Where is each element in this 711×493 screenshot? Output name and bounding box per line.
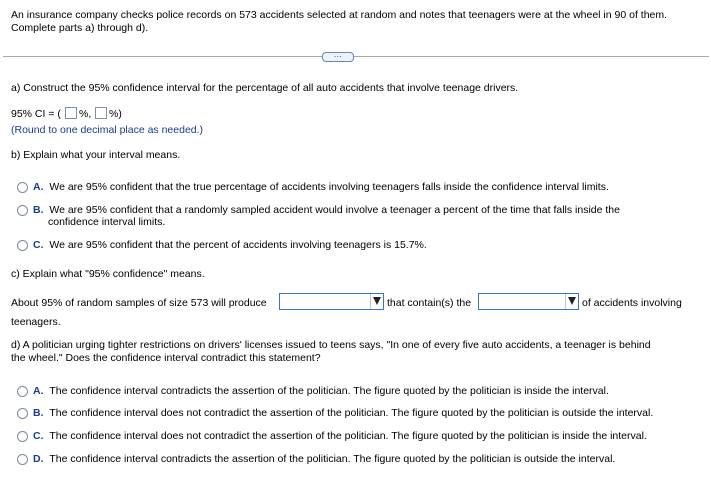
part-c-dropdown-1[interactable] bbox=[279, 293, 384, 310]
dropdown-separator bbox=[370, 294, 371, 309]
part-b-option-b-radio[interactable] bbox=[17, 205, 28, 216]
part-d-option-c[interactable]: C. The confidence interval does not contradict the assertion of the politician. The figure quoted by the politician is inside the interval. bbox=[33, 430, 647, 442]
part-d-option-d-radio[interactable] bbox=[17, 454, 28, 465]
part-d-option-a-radio[interactable] bbox=[17, 386, 28, 397]
part-b-option-b-line2: confidence interval limits. bbox=[48, 216, 166, 228]
part-c-sentence-start: About 95% of random samples of size 573 will produce bbox=[11, 297, 267, 309]
ci-lower-input[interactable] bbox=[65, 107, 77, 119]
part-c-sentence-middle: that contain(s) the bbox=[387, 297, 472, 309]
part-a-prompt: a) Construct the 95% confidence interval for the percentage of all auto accidents that involve teenage drivers. bbox=[11, 82, 519, 94]
ci-label: 95% CI = ( bbox=[11, 108, 61, 120]
question-intro-line2: Complete parts a) through d). bbox=[11, 22, 149, 34]
question-intro-line1: An insurance company checks police records on 573 accidents selected at random and notes that teenagers were at the wheel in 90 of them. bbox=[11, 9, 668, 21]
part-b-option-b[interactable]: B. We are 95% confident that a randomly sampled accident would involve a teenager a percent of the time that falls inside the bbox=[33, 204, 620, 216]
dropdown-separator bbox=[565, 294, 566, 309]
part-b-option-a-radio[interactable] bbox=[17, 182, 28, 193]
part-d-option-b-radio[interactable] bbox=[17, 408, 28, 419]
part-c-sentence-line2: teenagers. bbox=[11, 316, 61, 328]
part-d-option-c-radio[interactable] bbox=[17, 431, 28, 442]
dropdown-arrow-icon bbox=[373, 297, 381, 305]
ci-lower-percent: %, bbox=[79, 108, 92, 120]
part-c-prompt: c) Explain what "95% confidence" means. bbox=[11, 268, 205, 280]
part-d-prompt-line2: the wheel." Does the confidence interval contradict this statement? bbox=[11, 352, 321, 364]
part-d-option-b[interactable]: B. The confidence interval does not contradict the assertion of the politician. The figure quoted by the politician is outside the interval. bbox=[33, 407, 654, 419]
part-d-option-a[interactable]: A. The confidence interval contradicts the assertion of the politician. The figure quoted by the politician is inside the interval. bbox=[33, 385, 609, 397]
part-c-sentence-end: of accidents involving bbox=[582, 297, 682, 309]
ci-upper-percent: %) bbox=[109, 108, 122, 120]
part-b-prompt: b) Explain what your interval means. bbox=[11, 149, 181, 161]
rounding-hint: (Round to one decimal place as needed.) bbox=[11, 124, 204, 136]
part-b-option-c-radio[interactable] bbox=[17, 240, 28, 251]
part-d-option-d[interactable]: D. The confidence interval contradicts the assertion of the politician. The figure quoted by the politician is outside the interval. bbox=[33, 453, 616, 465]
part-b-option-c[interactable]: C. We are 95% confident that the percent of accidents involving teenagers is 15.7%. bbox=[33, 239, 427, 251]
show-more-button[interactable]: ⋯ bbox=[322, 52, 354, 62]
dropdown-arrow-icon bbox=[568, 297, 576, 305]
ci-upper-input[interactable] bbox=[95, 107, 107, 119]
part-b-option-a[interactable]: A. We are 95% confident that the true percentage of accidents involving teenagers falls inside the confidence interval limits. bbox=[33, 181, 609, 193]
part-c-dropdown-2[interactable] bbox=[478, 293, 579, 310]
part-d-prompt-line1: d) A politician urging tighter restrictions on drivers' licenses issued to teens says, "In one of every five auto accidents, a teenager is behind bbox=[11, 339, 651, 351]
section-divider bbox=[3, 56, 709, 57]
